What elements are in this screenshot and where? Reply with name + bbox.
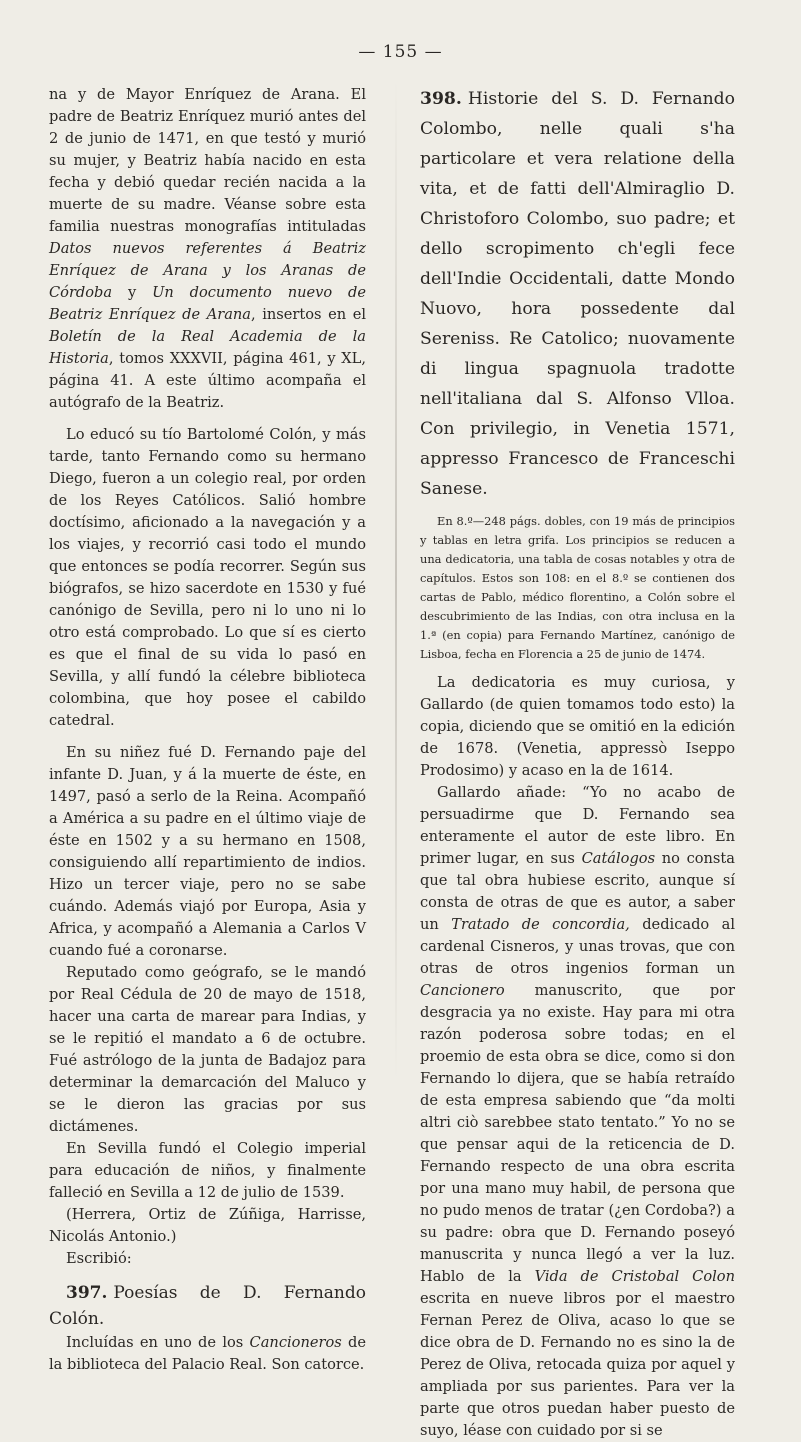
right-column <box>420 84 735 1442</box>
title-boletin: Boletín de la Real Academia de la Historia <box>49 328 366 367</box>
paragraph-escribio: Escribió: <box>66 1250 132 1267</box>
entry-397-text: Incluídas en uno de los Cancioneros de la biblioteca del Palacio Real. Son catorce. <box>49 1334 366 1373</box>
title-documento-nuevo: Un documento nuevo de Beatriz Enríquez de Arana <box>49 284 366 323</box>
left-column <box>49 84 366 1376</box>
entry-397-heading <box>49 1280 366 1332</box>
paragraph-geographer: Reputado como geógrafo, se le mandó por Real Cédula de 20 de mayo de 1518, hacer una carta de marear para Indias, y se le repitió el mandato a 6 de octubre. Fué astrólogo de la junta de Badajoz para determinar la demarcación del Maluco y se le dieron las gracias por sus dictámenes. <box>49 964 366 1135</box>
paragraph-colegio: En Sevilla fundó el Colegio imperial para educación de niños, y finalmente falleció en Sevilla a 12 de julio de 1539. <box>49 1140 366 1201</box>
paragraph-education: Lo educó su tío Bartolomé Colón, y más tarde, tanto Fernando como su hermano Diego, fueron a un colegio real, por orden de los Reyes Católicos. Salió hombre doctísimo, aficionado a la navegación y a los viajes, y recorrió casi todo el mundo que entonces se podía recorrer. Según sus biógrafos, se hizo sacerdote en 1530 y fué canónigo de Sevilla, pero ni lo uno ni lo otro está comprobado. Lo que sí es cierto es que el final de su vida lo pasó en Sevilla, y allí fundó la célebre biblioteca colombina, que hoy posee el cabildo catedral. <box>49 426 366 729</box>
paragraph-genealogy: na y de Mayor Enríquez de Arana. El padre de Beatriz Enríquez murió antes del 2 de junio de 1471, en que testó y murió su mujer, y Beatriz había nacido en esta fecha y debió quedar recién nacida a la muerte de su madre. Véanse sobre esta familia nuestras monografías intituladas Datos nuevos referentes á Beatriz Enríquez de Arana y los Aranas de Córdoba y Un documento nuevo de Beatriz Enríquez de Arana, insertos en el Boletín de la Real Academia de la Historia, tomos XXXVII, página 461, y XL, página 41. A este último acompaña el autógrafo de la Beatriz. <box>49 86 366 411</box>
entry-398-title: Historie del S. D. Fernando Colombo, nelle quali s'ha particolare et vera relatione della vita, et de fatti dell'Almiraglio D. Christoforo Colombo, suo padre; et dello scropimento ch'egli fece dell'Indie Occidentali, datte Mondo Nuovo, hora possedente dal Sereniss. Re Catolico; nuovamente di lingua spagnuola tradotte nell'italiana dal S. Alfonso Vlloa. Con privilegio, in Venetia 1571, appresso Francesco de Franceschi Sanese. <box>420 89 735 499</box>
entry-398-heading <box>420 84 735 504</box>
entry-398-number: 398. <box>420 89 462 109</box>
page-spine-shadow <box>395 80 397 1080</box>
entry-397-title: Poesías de D. Fernando Colón. <box>49 1283 366 1329</box>
paragraph-gallardo: Gallardo añade: “Yo no acabo de persuadirme que D. Fernando sea enteramente el autor de este libro. En primer lugar, en sus Catálogos no consta que tal obra hubiese escrito, aunque sí consta de otras de que es autor, a saber un Tratado de concordia, dedicado al cardenal Cisneros, y unas trovas, que con otras de otros ingenios forman un Cancionero manuscrito, que por desgracia ya no existe. Hay para mi otra razón poderosa sobre todas; en el proemio de esta obra se dice, como si don Fernando lo dijera, que se había retraído de esta empresa sabiendo que “da molti altri ciò sarebbee stato tentato.” Yo no se que pensar aqui de la reticencia de D. Fernando respecto de una obra escrita por una mano muy habil, de persona que no pudo menos de tratar (¿en Cordoba?) a su padre: obra que D. Fernando poseyó manuscrita y nunca llegó a ver la luz. Hablo de la Vida de Cristobal Colon escrita en nueve libros por el maestro Fernan Perez de Oliva, acaso lo que se dice obra de D. Fernando no es sino la de Perez de Oliva, retocada quiza por aquel y ampliada por sus parientes. Para ver la parte que otros puedan haber puesto de suyo, léase con cuidado por si se <box>420 784 735 1439</box>
paragraph-dedicatoria: La dedicatoria es muy curiosa, y Gallardo (de quien tomamos todo esto) la copia, diciendo que se omitió en la edición de 1678. (Venetia, appressò Iseppo Prodosimo) y acaso en la de 1614. <box>420 674 735 779</box>
entry-397-number: 397. <box>66 1283 108 1303</box>
paragraph-childhood: En su niñez fué D. Fernando paje del infante D. Juan, y á la muerte de éste, en 1497, pasó a serlo de la Reina. Acompañó a América a su padre en el último viaje de éste en 1502 y a su hermano en 1508, consiguiendo allí repartimiento de indios. Hizo un tercer viaje, pero no se sabe cuándo. Además viajó por Europa, Asia y Africa, y acompañó a Alemania a Carlos V cuando fué a coronarse. <box>49 744 366 959</box>
entry-398-bibliographic-note: En 8.º—248 págs. dobles, con 19 más de principios y tablas en letra grifa. Los principios se reducen a una dedicatoria, una tabla de cosas notables y otra de capítulos. Estos son 108: en el 8.º se contienen dos cartas de Pablo, médico florentino, a Colón sobre el descubrimiento de las Indias, con otra inclusa en la 1.ª (en copia) para Fernando Martínez, canónigo de Lisboa, fecha en Florencia a 25 de junio de 1474. <box>420 514 735 661</box>
title-datos-nuevos: Datos nuevos referentes á Beatriz Enríquez de Arana y los Aranas de Córdoba <box>49 240 366 301</box>
page-number: — 155 — <box>358 42 443 62</box>
paragraph-sources: (Herrera, Ortiz de Zúñiga, Harrisse, Nicolás Antonio.) <box>49 1206 366 1245</box>
